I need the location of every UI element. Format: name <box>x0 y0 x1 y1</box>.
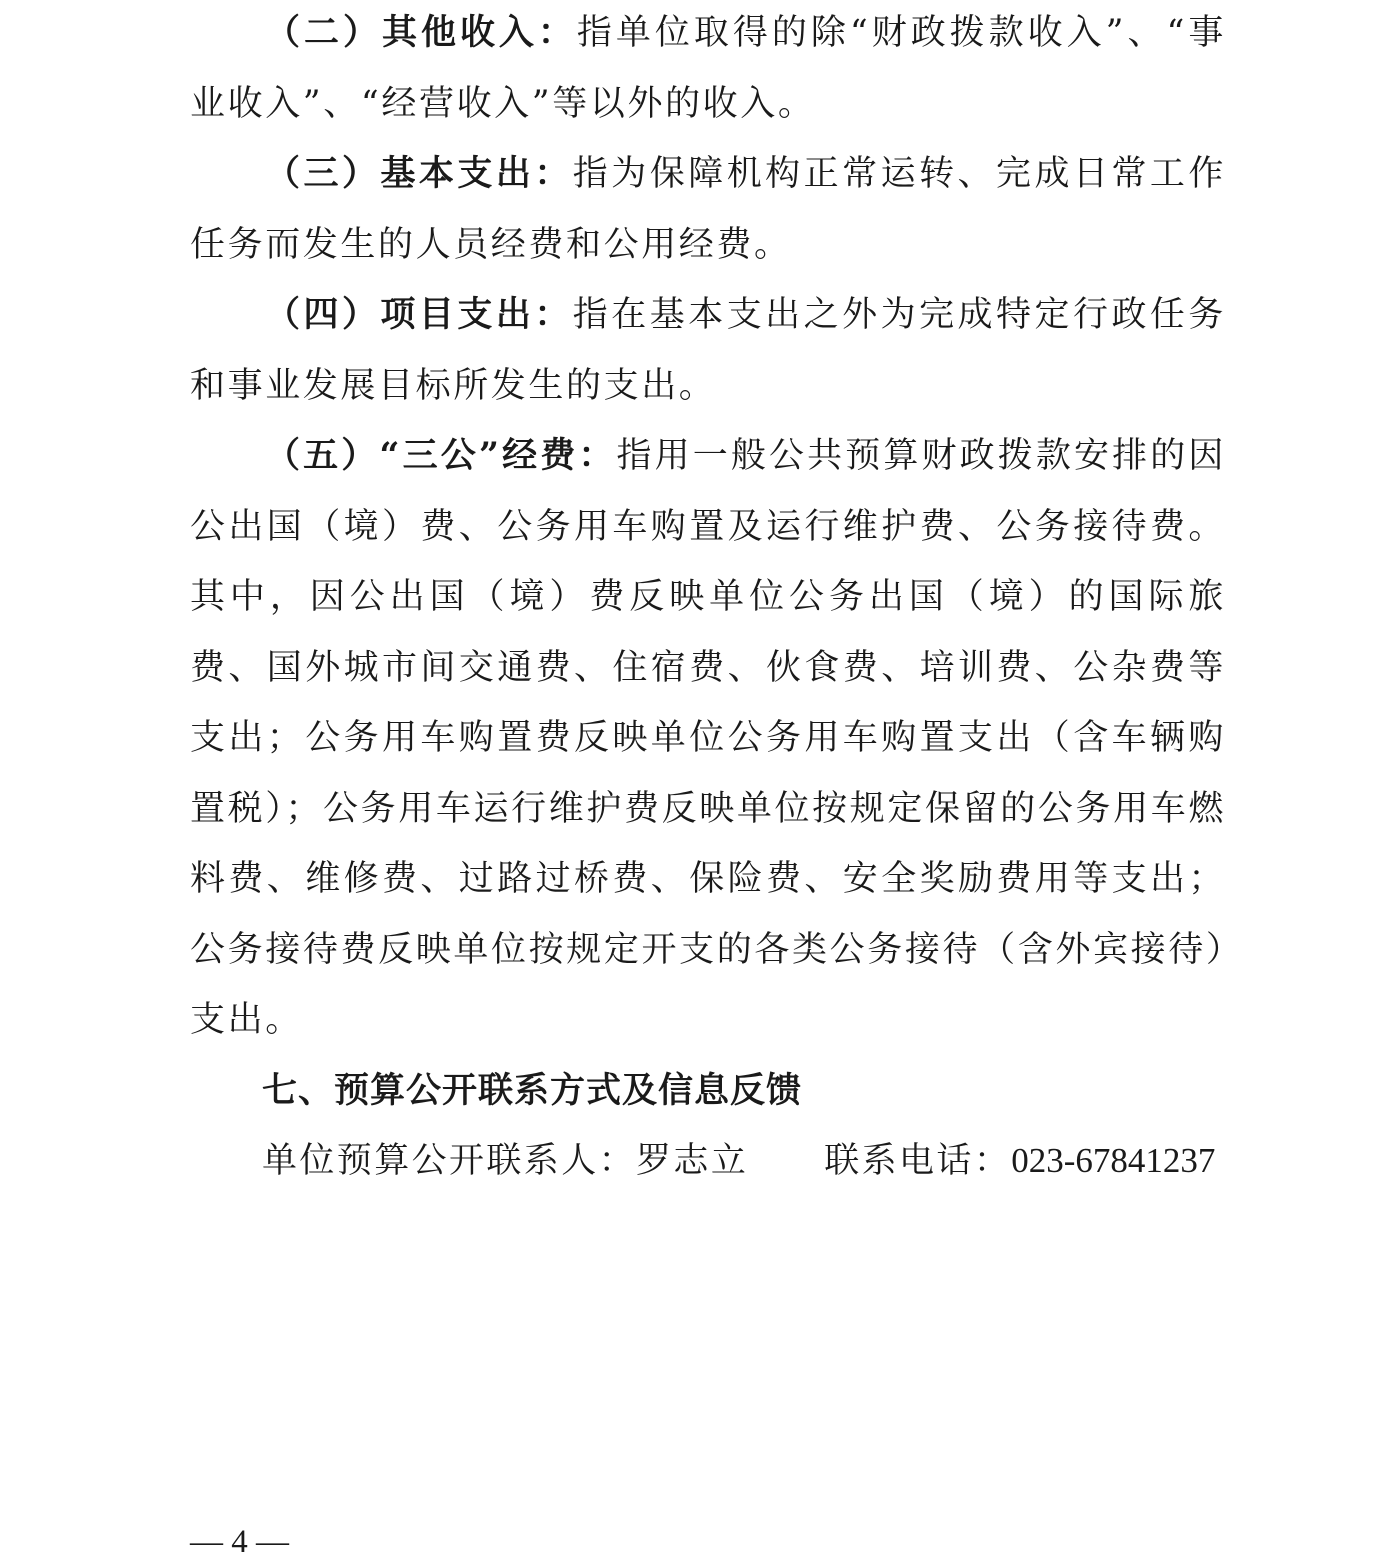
page-number: — 4 — <box>190 1524 289 1560</box>
phone-label: 联系电话： <box>824 1141 1012 1181</box>
definition-text: 指单位取得的除“财政拨款收入”、“事业收入”、“经营收入”等以外的收入。 <box>190 13 1226 124</box>
definition-term: （五）“三公”经费： <box>265 435 617 476</box>
definition-text: 指用一般公共预算财政拨款安排的因公出国（境）费、公务用车购置及运行维护费、公务接待费。其中，因公出国（境）费反映单位公务出国（境）的国际旅费、国外城市间交通费、住宿费、伙食费、培训费、公杂费等支出；公务用车购置费反映单位公务用车购置支出（含车辆购置税）；公务用车运行维护费反映单位按规定保留的公务用车燃料费、维修费、过路过桥费、保险费、安全奖励费用等支出；公务接待费反映单位按规定开支的各类公务接待（含外宾接待）支出。 <box>190 436 1226 1040</box>
definition-term: （二）其他收入： <box>265 12 577 53</box>
contact-name: 罗志立 <box>636 1141 749 1181</box>
definition-basic-expenditure <box>190 139 1226 280</box>
definition-project-expenditure <box>190 280 1226 421</box>
phone-number: 023-67841237 <box>1011 1141 1216 1180</box>
contact-label: 单位预算公开联系人： <box>262 1141 637 1181</box>
contact-line <box>190 1126 1226 1197</box>
document-page <box>190 0 1226 1197</box>
definition-three-public-expenses <box>190 421 1226 1056</box>
definition-term: （四）项目支出： <box>265 294 573 335</box>
section-heading: 七、预算公开联系方式及信息反馈 <box>262 1069 803 1111</box>
definition-term: （三）基本支出： <box>265 153 573 194</box>
definition-text: 指在基本支出之外为完成特定行政任务和事业发展目标所发生的支出。 <box>190 295 1226 406</box>
definition-text: 指为保障机构正常运转、完成日常工作任务而发生的人员经费和公用经费。 <box>190 154 1226 265</box>
definition-other-income <box>190 0 1226 139</box>
